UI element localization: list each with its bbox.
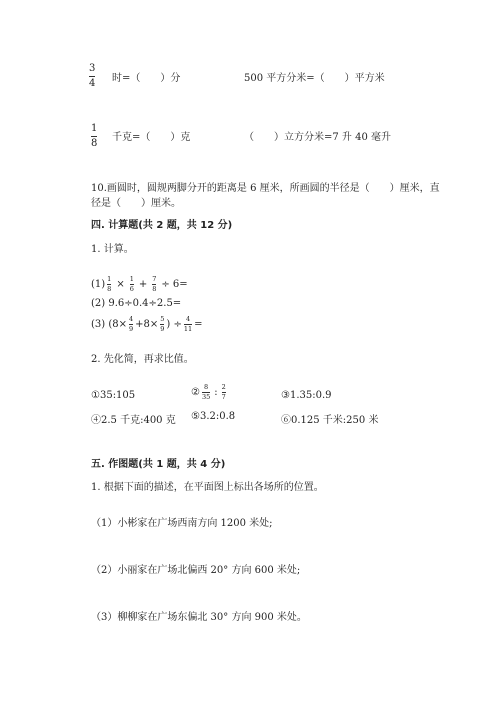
conversion-cubic-dm-to-liters: （ ）立方分米=7 升 40 毫升 xyxy=(244,132,392,143)
calc-question-1-title: 1. 计算。 xyxy=(91,244,134,255)
ratio-item-2 xyxy=(191,384,228,400)
expr-1-label: (1) xyxy=(91,278,106,290)
fraction-denominator: 8 xyxy=(152,284,157,293)
fraction-numerator: 7 xyxy=(152,275,157,283)
question-10-line-2: 径是（ ）厘米。 xyxy=(91,198,181,209)
drawing-item-2: （2）小丽家在广场北偏西 20° 方向 600 米处; xyxy=(91,565,301,576)
fraction-numerator: 3 xyxy=(89,63,96,74)
fraction-numerator: 1 xyxy=(107,275,112,283)
fraction-denominator: 7 xyxy=(221,392,226,401)
fraction-numerator: 8 xyxy=(204,383,209,391)
ratio-item-4: ④2.5 千克:400 克 xyxy=(91,415,176,426)
fraction xyxy=(152,276,156,292)
calc-expression-2: (2) 9.6÷0.4÷2.5= xyxy=(91,298,182,309)
section-5-title: 五. 作图题(共 1 题，共 4 分) xyxy=(91,459,226,470)
ratio-item-1: ①35:105 xyxy=(91,390,136,401)
ratio-item-3: ③1.35:0.9 xyxy=(281,390,332,401)
ratio-item-2-marker: ② xyxy=(191,386,200,398)
fraction xyxy=(129,316,133,332)
fraction-denominator: 9 xyxy=(160,324,165,333)
conversion-sqdm-to-sqm: 500 平方分米=（ ）平方米 xyxy=(244,73,385,84)
fraction-numerator: 1 xyxy=(91,123,98,134)
times-operator: × xyxy=(116,278,125,290)
expr-1-tail: ÷ 6= xyxy=(161,278,188,290)
expr-3-close: ) ÷ xyxy=(166,318,182,330)
fraction xyxy=(130,276,134,292)
section-4-title: 四. 计算题(共 2 题，共 12 分) xyxy=(91,220,233,231)
fraction-denominator: 9 xyxy=(129,324,134,333)
fraction xyxy=(107,276,111,292)
question-10-line-1: 10.画圆时，圆规两脚分开的距离是 6 厘米，所画圆的半径是（ ）厘米，直 xyxy=(91,183,440,194)
fraction-numerator: 4 xyxy=(185,315,191,323)
fraction-denominator: 8 xyxy=(91,138,98,149)
expr-3-tail: = xyxy=(194,318,203,330)
fraction-numerator: 2 xyxy=(221,383,226,391)
fraction-numerator: 5 xyxy=(160,315,165,323)
fraction-denominator: 8 xyxy=(107,284,112,293)
fraction-three-quarters xyxy=(89,64,95,89)
calc-expression-3 xyxy=(91,316,203,332)
conversion-kg-to-g: 千克=（ ）克 xyxy=(112,132,191,143)
expr-3-open: (3) (8× xyxy=(91,318,127,330)
ratio-question-2-title: 2. 先化简，再求比值。 xyxy=(91,354,194,365)
fraction-denominator: 35 xyxy=(201,392,211,401)
drawing-question-1-title: 1. 根据下面的描述，在平面图上标出各场所的位置。 xyxy=(91,482,324,493)
drawing-item-3: （3）柳柳家在广场东偏北 30° 方向 900 米处。 xyxy=(91,612,307,623)
fraction-denominator: 4 xyxy=(89,78,96,89)
fraction-denominator: 6 xyxy=(129,284,134,293)
fraction-one-eighth xyxy=(91,124,97,149)
ratio-item-5: ⑤3.2:0.8 xyxy=(191,411,236,422)
calc-expression-1 xyxy=(91,276,188,292)
ratio-separator: : xyxy=(214,386,218,398)
fraction-numerator: 4 xyxy=(129,315,134,323)
conversion-hours-to-minutes: 时=（ ）分 xyxy=(112,73,181,84)
fraction-numerator: 1 xyxy=(129,275,134,283)
fraction xyxy=(202,384,210,400)
fraction xyxy=(222,384,226,400)
fraction-denominator: 11 xyxy=(183,324,193,333)
expr-3-middle: +8× xyxy=(135,318,159,330)
plus-operator: + xyxy=(138,278,148,290)
fraction xyxy=(184,316,192,332)
ratio-item-6: ⑥0.125 千米:250 米 xyxy=(281,415,379,426)
fraction xyxy=(160,316,164,332)
drawing-item-1: （1）小彬家在广场西南方向 1200 米处; xyxy=(91,518,273,529)
